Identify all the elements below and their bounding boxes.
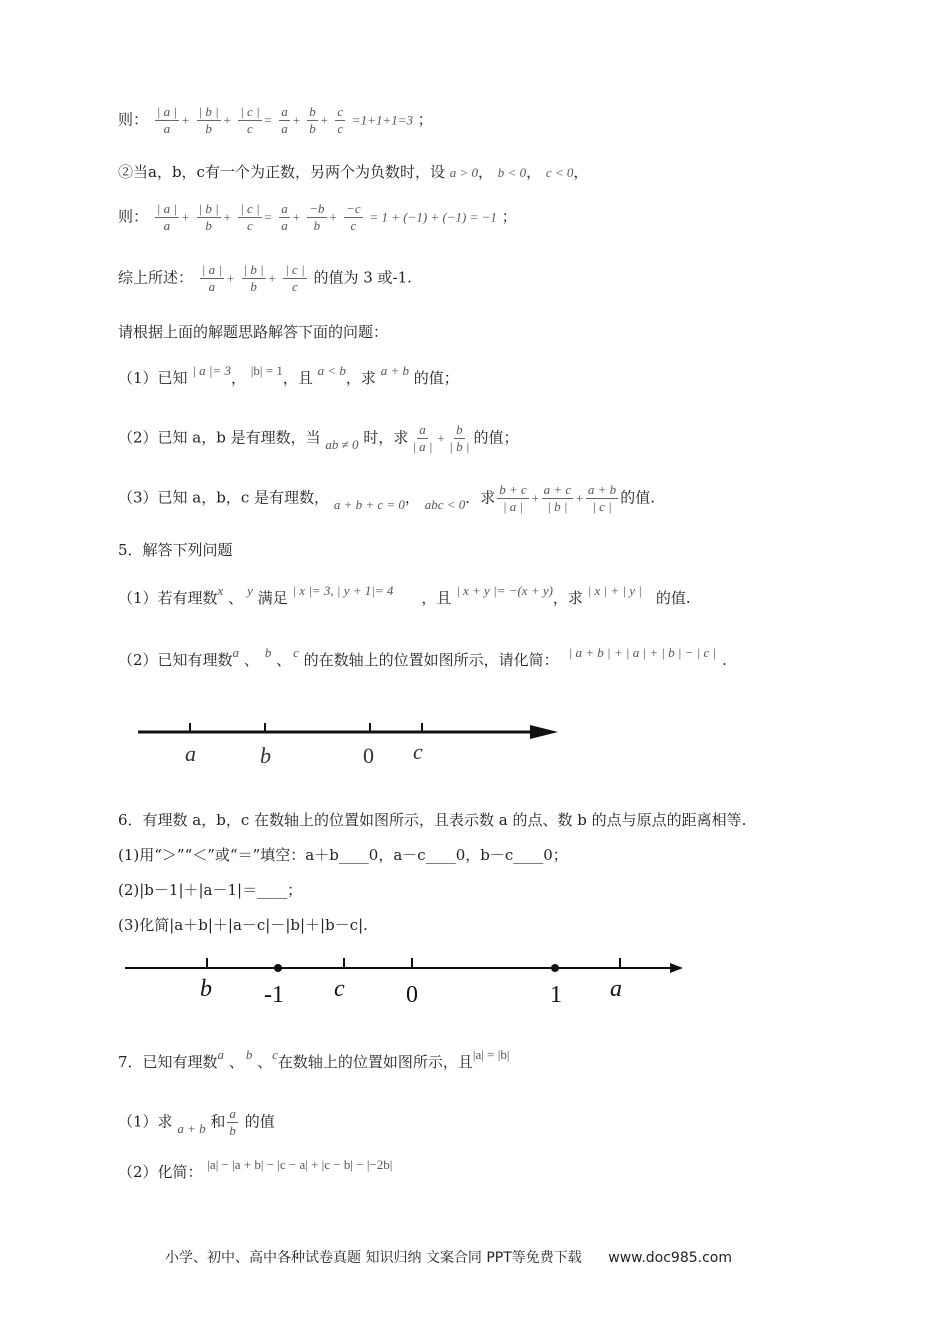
frac-ac-over-abs-b: $\frac{a + c}{| b |}$ [543, 482, 572, 514]
frac-a-over-a: $\frac{a}{a}$ [281, 104, 288, 136]
q4-p1-text-d: 的值； [413, 369, 459, 387]
case1-suffix: ； [417, 110, 433, 129]
axis2-label-b: b [200, 976, 212, 1002]
q5-p1-sep: 、 [228, 589, 244, 607]
q4-p3-text-b: ．求 [465, 488, 496, 507]
axis1-label-b: b [260, 743, 271, 768]
q5-p1-text-b: 满足 [257, 589, 288, 607]
case2-equation-line: 则： $\frac{| a |}{a}$ + $\frac{| b |}{b}$ + $\frac{| c |}{c}$ = $\frac{a}{a}$ + $\frac{-b}{b}$ + $\frac{-c}{c}$ = 1 + (−1) + (−1) = −1 ； [118, 201, 517, 233]
frac2-a-over-a: $\frac{a}{a}$ [281, 201, 288, 233]
q4-p1-math-1: | a |= 3 [192, 363, 231, 378]
number-line-1 [130, 715, 570, 775]
frac2-negb-over-b: $\frac{-b}{b}$ [309, 201, 325, 233]
q6-part1: (1)用“＞”“＜”或“＝”填空：a＋b____0，a－c____0，b－c____0； [118, 846, 568, 864]
q5-title: 5．解答下列问题 [118, 541, 233, 559]
case2-cond-b: b < 0 [497, 165, 527, 180]
q7-part2 [118, 1157, 393, 1183]
axis2-label-0: 0 [406, 982, 418, 1008]
q7-var-a: a [217, 1047, 225, 1062]
frac3-abs-c-over-c: $\frac{| c |}{c}$ [285, 262, 305, 294]
q7-title: 7．已知有理数a 、 b 、c在数轴上的位置如图所示，且|a| = |b| [118, 1047, 510, 1071]
q4-p2-text-c: 的值； [473, 428, 519, 447]
frac-b-over-b: $\frac{b}{b}$ [309, 104, 316, 136]
q5-p2-text-b: 的在数轴上的位置如图所示，请化简： [303, 651, 559, 669]
summary-prefix: 综上所述： [118, 268, 194, 287]
q5-p1-text-c: ，且 [421, 589, 452, 607]
q4-p1-math-4: a + b [380, 363, 409, 378]
q4-part3: （3）已知 a，b，c 是有理数， a + b + c = 0， abc < 0．求 $\frac{b + c}{| a |}$ + $\frac{a + c}{| b |}$ + $\frac{a + b}{| c |}$ 的值. [118, 482, 655, 514]
q7-var-c: c [272, 1047, 278, 1062]
axis1-label-c: c [413, 739, 423, 764]
q4-p2-text-b: 时，求 [363, 428, 409, 447]
frac2-abs-c-over-c: $\frac{| c |}{c}$ [240, 201, 260, 233]
frac-abs-a-over-a: $\frac{| a |}{a}$ [156, 104, 177, 136]
frac2-abs-a-over-a: $\frac{| a |}{a}$ [156, 201, 177, 233]
q5-p2-text-a: （2）已知有理数 [118, 651, 233, 669]
axis2-label-c: c [334, 976, 345, 1002]
q7-part1 [118, 1106, 275, 1139]
q5-p1-var-y: y [247, 583, 253, 598]
frac-b-over-abs-b: $\frac{b}{| b |}$ [449, 422, 470, 454]
q7-p1-text-b: 和 [210, 1112, 226, 1131]
q4-p2-text-a: （2）已知 a，b 是有理数，当 [118, 428, 321, 447]
q4-p3-math-2: abc < 0 [424, 496, 466, 512]
q5-p1-var-x: x [217, 583, 224, 598]
footer-url[interactable]: www.doc985.com [608, 1250, 732, 1266]
q5-p2-math: | a + b | + | a | + | b | − | c | [568, 645, 717, 660]
axis2-label-a: a [610, 976, 622, 1002]
q5-p1-text-d: ，求 [552, 589, 583, 607]
case1-equation: =1+1+1=3 [351, 112, 413, 128]
q4-p1-math-2: |b| = 1 [250, 363, 283, 378]
q4-p2-math-1: ab ≠ 0 [325, 436, 359, 452]
q5-p2-var-b: b [264, 645, 272, 660]
q4-p3-text-a: （3）已知 a，b，c 是有理数， [118, 488, 330, 507]
axis1-label-a: a [185, 741, 196, 766]
q4-p1-text-b: ，且 [282, 369, 313, 387]
case2-condition-line: ②当a，b，c有一个为正数，另两个为负数时，设 a > 0， b < 0， c < 0， [118, 163, 589, 181]
case2-cond-a: a > 0 [449, 165, 479, 180]
case2-end: ， [573, 163, 589, 181]
q5-p2-var-c: c [293, 645, 299, 660]
q7-p2-math: |a| − |a + b| − |c − a| + |c − b| − |−2b| [207, 1157, 393, 1172]
q5-p1-math-2: | x + y |= −(x + y) [456, 583, 553, 598]
q4-p3-text-c: 的值. [620, 488, 655, 507]
q4-p1-math-3: a < b [317, 363, 346, 378]
case2-equation: = 1 + (−1) + (−1) = −1 [369, 209, 497, 225]
frac-abs-c-over-c: $\frac{| c |}{c}$ [240, 104, 260, 136]
q4-p1-text-a: （1）已知 [118, 369, 188, 387]
case2-text: ②当a，b，c有一个为正数，另两个为负数时，设 [118, 163, 445, 181]
case1-prefix: 则： [118, 110, 149, 129]
frac-abs-b-over-b: $\frac{| b |}{b}$ [198, 104, 219, 136]
frac3-abs-b-over-b: $\frac{| b |}{b}$ [243, 262, 264, 294]
q4-part1: （1）已知 | a |= 3， |b| = 1，且 a < b，求 a + b 的值； [118, 363, 459, 387]
q7-p2-text-a: （2）化简： [118, 1163, 203, 1181]
case2-prefix: 则： [118, 207, 149, 226]
q5-p1-math-1: | x |= 3, | y + 1|= 4 [292, 583, 394, 598]
axis2-label-neg1: -1 [264, 982, 284, 1008]
frac-bc-over-abs-a: $\frac{b + c}{| a |}$ [499, 482, 527, 514]
q7-title-text-a: 7．已知有理数 [118, 1053, 218, 1071]
axis2-label-1: 1 [550, 982, 562, 1008]
q7-p1-text-c: 的值 [244, 1112, 275, 1131]
frac3-abs-a-over-a: $\frac{| a |}{a}$ [201, 262, 222, 294]
axis1-label-0: 0 [363, 743, 374, 768]
number-line-2 [120, 952, 690, 1008]
frac2-negc-over-c: $\frac{-c}{c}$ [346, 201, 361, 233]
q7-p1-math-1: a + b [177, 1120, 206, 1136]
frac-ab-over-abs-c: $\frac{a + b}{| c |}$ [587, 482, 617, 514]
q4-p3-math-1: a + b + c = 0 [333, 496, 405, 512]
q6-title: 6．有理数 a，b，c 在数轴上的位置如图所示，且表示数 a 的点、数 b 的点与原点的距离相等. [118, 811, 747, 829]
frac2-abs-b-over-b: $\frac{| b |}{b}$ [198, 201, 219, 233]
q5-p2-var-a: a [232, 645, 240, 660]
q6-part2: (2)|b－1|＋|a－1|＝____； [118, 881, 303, 899]
frac-c-over-c: $\frac{c}{c}$ [337, 104, 344, 136]
q7-var-b: b [245, 1047, 253, 1062]
q7-p1-text-a: （1）求 [118, 1112, 173, 1131]
q5-p1-math-3: | x | + | y | [587, 583, 642, 598]
summary-suffix: 的值为 3 或-1. [313, 268, 412, 287]
case2-suffix: ； [501, 207, 517, 226]
q4-part2: （2）已知 a，b 是有理数，当 ab ≠ 0 时，求 $\frac{a}{| a |}$ + $\frac{b}{| b |}$ 的值； [118, 422, 519, 454]
summary-line: 综上所述： $\frac{| a |}{a}$ + $\frac{| b |}{b}$ + $\frac{| c |}{c}$ 的值为 3 或-1. [118, 262, 412, 294]
q5-p1-text-e: 的值. [655, 589, 691, 607]
frac-a-over-abs-a: $\frac{a}{| a |}$ [412, 422, 433, 454]
q5-part1 [118, 583, 691, 609]
q5-part2: （2）已知有理数a 、 b 、 c 的在数轴上的位置如图所示，请化简： | a + b | + | a | + | b | − | c | . [118, 645, 727, 669]
case1-line: 则： $\frac{| a |}{a}$ + $\frac{| b |}{b}$ + $\frac{| c |}{c}$ = $\frac{a}{a}$ + $\frac{b}{b}$ + $\frac{c}{c}$ =1+1+1=3 ； [118, 104, 433, 136]
case2-cond-c: c < 0 [545, 165, 574, 180]
q7-title-math: |a| = |b| [472, 1047, 510, 1062]
q6-part3: (3)化简|a＋b|＋|a－c|－|b|＋|b－c|. [118, 916, 368, 934]
q7-title-text-b: 在数轴上的位置如图所示，且 [277, 1053, 473, 1071]
q5-p2-end: . [722, 651, 727, 669]
frac-a-over-b: $\frac{a}{b}$ [229, 1106, 236, 1138]
page-footer [165, 1247, 732, 1267]
footer-text: 小学、初中、高中各种试卷真题 知识归纳 文案合同 PPT等免费下载 [165, 1250, 582, 1266]
instruction: 请根据上面的解题思路解答下面的问题： [118, 323, 389, 341]
q5-p1-text-a: （1）若有理数 [118, 589, 218, 607]
q4-p1-text-c: ，求 [345, 369, 376, 387]
